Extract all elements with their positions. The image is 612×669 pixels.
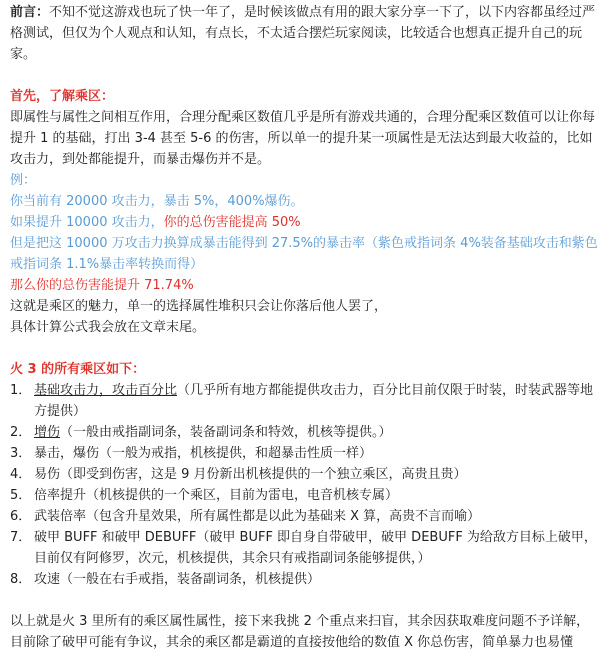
list-item-description: 易伤（即受到伤害，这是 9 月份新出机核提供的一个独立乘区，高贵且贵） xyxy=(34,467,467,482)
multiplier-list xyxy=(10,380,602,590)
list-item-term: 基础攻击力，攻击百分比 xyxy=(34,383,178,398)
section1-heading: 首先，了解乘区： xyxy=(10,89,115,104)
list-item-number: 8． xyxy=(10,572,32,587)
intro-text: 不知不觉这游戏也玩了快一年了，是时候该做点有用的跟大家分享一下了，以下内容都虽经过严格测试，但仅为个人观点和认知，有点长，不太适合摆烂玩家阅读，比较适合也想真正提升自己的玩家。 xyxy=(10,5,596,62)
list-item-number: 3． xyxy=(10,446,32,461)
spacer xyxy=(10,338,602,359)
list-item xyxy=(10,527,602,569)
list-item-term: 增伤 xyxy=(34,425,61,440)
list-item xyxy=(10,380,602,422)
list-item xyxy=(10,569,602,590)
example-line-1: 你当前有 20000 攻击力，暴击 5%，400%爆伤。 xyxy=(10,194,304,209)
list-item xyxy=(10,422,602,443)
list-item-description: （几乎所有地方都能提供攻击力，百分比目前仅限于时装，时装武器等地方提供） xyxy=(34,383,594,419)
list-item-number: 5． xyxy=(10,488,32,503)
list-item-text xyxy=(34,527,602,569)
list-item-text xyxy=(34,506,602,527)
list-item-text xyxy=(34,485,602,506)
section1-note: 具体计算公式我会放在文章末尾。 xyxy=(10,320,206,335)
list-item-description: （一般由戒指副词条，装备副词条和特效，机核等提供。） xyxy=(60,425,392,440)
intro-label: 前言 xyxy=(10,5,37,20)
section2-heading: 火 3 的所有乘区如下： xyxy=(10,362,146,377)
list-item-description: 倍率提升（机核提供的一个乘区，目前为雷电，电音机核专属） xyxy=(34,488,399,503)
list-item xyxy=(10,464,602,485)
section1-paragraph: 即属性与属性之间相互作用，合理分配乘区数值几乎是所有游戏共通的，合理分配乘区数值可以让你每提升 1 的基础，打出 3-4 甚至 5-6 的伤害，所以单一的提升某一项属性是无法达到最大收益的，比如攻击力，到处都能提升，而暴击爆伤并不是。 xyxy=(10,110,596,167)
section1-conclusion: 这就是乘区的魅力，单一的选择属性堆积只会让你落后他人罢了， xyxy=(10,299,388,314)
list-item-text xyxy=(34,380,602,422)
list-item-text xyxy=(34,422,602,443)
list-item xyxy=(10,443,602,464)
list-item-number: 2． xyxy=(10,425,32,440)
list-item xyxy=(10,506,602,527)
example-line-3: 但是把这 10000 万攻击力换算成暴击能得到 27.5%的暴击率（紫色戒指词条 4%装备基础攻击和紫色戒指词条 1.1%暴击率转换而得） xyxy=(10,236,598,272)
example-line-4: 那么你的总伤害能提升 71.74% xyxy=(10,278,194,293)
example-label: 例： xyxy=(10,173,37,188)
example-line-2: 如果提升 10000 攻击力，你的总伤害能提高 50% xyxy=(10,215,301,230)
spacer xyxy=(10,65,602,86)
list-item-text xyxy=(34,569,602,590)
list-item-text xyxy=(34,443,602,464)
spacer xyxy=(10,590,602,611)
intro-paragraph: 前言：不知不觉这游戏也玩了快一年了，是时候该做点有用的跟大家分享一下了，以下内容都虽经过严格测试，但仅为个人观点和认知，有点长，不太适合摆烂玩家阅读，比较适合也想真正提升自己的玩家。 xyxy=(10,5,596,62)
list-item-description: 破甲 BUFF 和破甲 DEBUFF（破甲 BUFF 即自身自带破甲，破甲 DEBUFF 为给敌方目标上破甲，目前仅有阿修罗，次元，机核提供，其余只有戒指副词条能够提供，） xyxy=(34,530,597,566)
list-item-number: 4． xyxy=(10,467,32,482)
list-item xyxy=(10,485,602,506)
list-item-description: 武装倍率（包含升星效果，所有属性都是以此为基础来 X 算，高贵不言而喻） xyxy=(34,509,481,524)
list-item-number: 6． xyxy=(10,509,32,524)
list-item-number: 7． xyxy=(10,530,32,545)
list-item-description: 暴击，爆伤（一般为戒指，机核提供，和超暴击性质一样） xyxy=(34,446,373,461)
damage-increase-50: 你的总伤害能提高 50% xyxy=(163,215,301,230)
list-item-description: 攻速（一般在右手戒指，装备副词条，机核提供） xyxy=(34,572,321,587)
list-item-text xyxy=(34,464,602,485)
list-item-number: 1． xyxy=(10,383,32,398)
closing-paragraph: 以上就是火 3 里所有的乘区属性属性，接下来我挑 2 个重点来扫盲，其余因获取难度问题不予详解，目前除了破甲可能有争议，其余的乘区都是霸道的直接按他给的数值 X 你总伤害，简单暴力也易懂 xyxy=(10,614,590,650)
